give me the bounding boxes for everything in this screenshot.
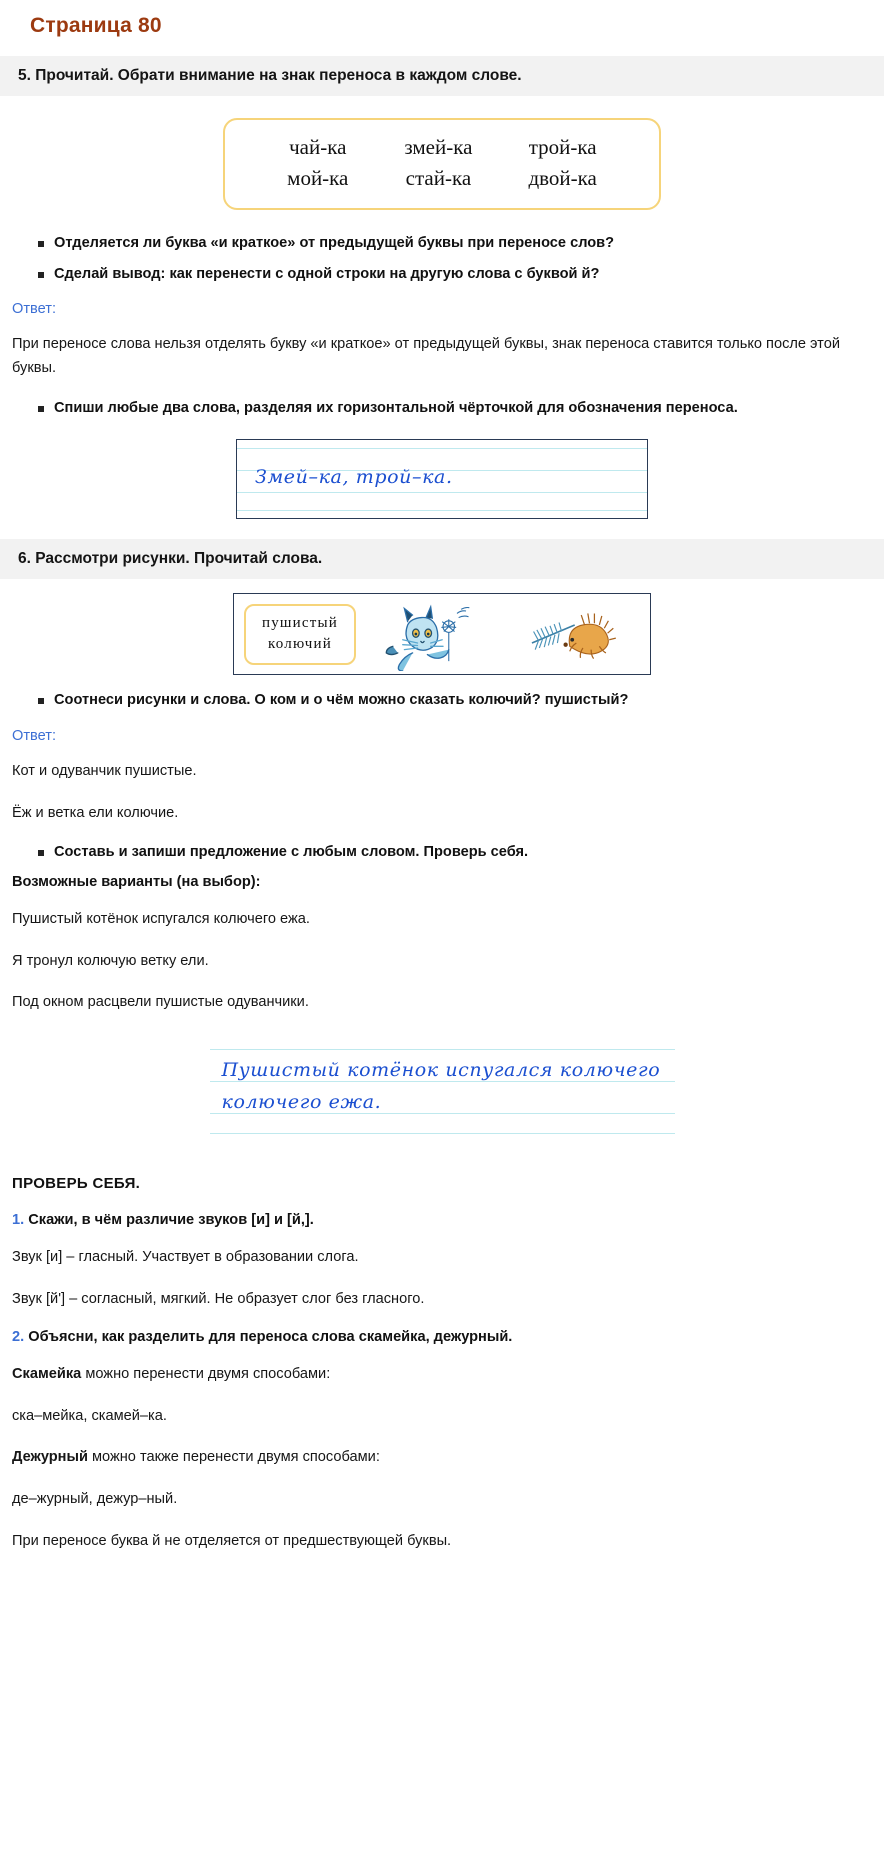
task-5-notebook-wrap — [12, 429, 872, 533]
task-5-answer-label: Ответ: — [12, 301, 56, 318]
check-answer-line — [12, 1405, 872, 1429]
word-cell: трой-ка — [528, 135, 597, 159]
illustration-row — [356, 594, 644, 674]
check-question-1 — [12, 1212, 872, 1228]
task-6-header: 6. Рассмотри рисунки. Прочитай слова. — [0, 539, 884, 579]
variant-sentence: Под окном расцвели пушистые одуванчики. — [12, 994, 309, 1011]
task-6-question-list — [12, 691, 872, 711]
task-6-picture-box — [233, 593, 651, 675]
check-answer-line: Звук [й'] – согласный, мягкий. Не образует слог без гласного. — [12, 1290, 425, 1307]
table-row — [259, 132, 625, 163]
answer-rest: де–журный, дежур–ный. — [12, 1491, 178, 1508]
handwriting-box — [210, 1043, 675, 1135]
check-answer-line — [12, 1363, 872, 1387]
task-6-picture-box-wrap — [12, 579, 872, 687]
list-item: Составь и запиши предложение с любым словом. Проверь себя. — [36, 843, 872, 863]
rule-line — [210, 1081, 675, 1082]
task-6-notebook-wrap — [12, 1033, 872, 1149]
answer-keyword: Дежурный — [12, 1449, 88, 1466]
page-title: Страница 80 — [30, 14, 162, 37]
handwriting-text: колючего ежа. — [221, 1090, 382, 1113]
task-6-answer-line: Кот и одуванчик пушистые. — [12, 763, 197, 780]
variant-sentence: Пушистый котёнок испугался колючего ежа. — [12, 911, 310, 927]
answer-keyword: Скамейка — [12, 1366, 82, 1383]
handwriting-text: Змей–ка, трой–ка. — [255, 466, 453, 489]
rule-line — [210, 1113, 675, 1114]
rule-line — [237, 492, 647, 493]
check-answer-line — [12, 1446, 872, 1470]
task-5-word-box — [223, 118, 661, 210]
syllable-word-table — [259, 132, 625, 194]
word-cell: змей-ка — [404, 135, 473, 159]
check-answer-line — [12, 1488, 872, 1512]
hedgehog-eye — [570, 638, 574, 642]
question-text: Объясни, как разделить для переноса слова скамейка, дежурный. — [24, 1329, 513, 1346]
task-6-word-box — [244, 604, 356, 666]
word-cell: мой-ка — [287, 166, 349, 190]
hedgehog-with-spruce-branch-illustration — [527, 597, 617, 671]
word-cell: стай-ка — [405, 166, 472, 190]
task-5-answer-text: При переносе слова нельзя отделять букву «и краткое» от предыдущей буквы, знак переноса ставится только после этой буквы. — [12, 336, 840, 377]
answer-rest: ска–мейка, скамей–ка. — [12, 1407, 167, 1424]
handwriting-box — [236, 439, 648, 519]
answer-rest: можно также перенести двумя способами: — [87, 1449, 380, 1466]
list-item: Сделай вывод: как перенести с одной строки на другую слова с буквой й? — [36, 265, 872, 285]
task-6-sentence-list — [12, 843, 872, 863]
cat-with-dandelion-illustration — [383, 597, 473, 671]
task-5-question-list — [12, 234, 872, 284]
rule-line — [210, 1133, 675, 1134]
list-item: Спиши любые два слова, разделяя их горизонтальной чёрточкой для обозначения переноса. — [36, 399, 872, 419]
rule-line — [237, 448, 647, 449]
check-yourself-title: ПРОВЕРЬ СЕБЯ. — [12, 1174, 141, 1192]
task-6-answer-line: Ёж и ветка ели колючие. — [12, 804, 179, 821]
hedgehog-nose — [563, 643, 567, 647]
check-answer-line — [12, 1530, 872, 1554]
table-row — [259, 163, 625, 194]
question-number: 2. — [12, 1329, 25, 1346]
rule-line — [237, 510, 647, 511]
question-text: Скажи, в чём различие звуков [и] и [й,]. — [24, 1211, 314, 1228]
task-6-answer-label: Ответ: — [12, 728, 56, 745]
variant-sentence: Я тронул колючую ветку ели. — [12, 952, 209, 969]
word-cell: чай-ка — [289, 135, 347, 159]
task-5-word-box-wrap — [12, 96, 872, 230]
variants-label: Возможные варианты (на выбор): — [12, 874, 261, 890]
question-number: 1. — [12, 1211, 25, 1228]
answer-rest: можно перенести двумя способами: — [81, 1366, 331, 1383]
list-item: Соотнеси рисунки и слова. О ком и о чём можно сказать колючий? пушистый? — [36, 691, 872, 711]
check-answer-line: Звук [и] – гласный. Участвует в образовании слога. — [12, 1248, 359, 1265]
word-line: пушистый — [262, 614, 339, 631]
word-line: колючий — [268, 636, 332, 653]
list-item: Отделяется ли буква «и краткое» от предыдущей буквы при переносе слов? — [36, 234, 872, 254]
word-cell: двой-ка — [528, 166, 597, 190]
rule-line — [210, 1049, 675, 1050]
handwriting-text: Пушистый котёнок испугался колючего — [221, 1058, 661, 1081]
check-question-2 — [12, 1329, 872, 1345]
task-5-header: 5. Прочитай. Обрати внимание на знак переноса в каждом слове. — [0, 56, 884, 96]
answer-rest: При переносе буква й не отделяется от предшествующей буквы. — [12, 1532, 452, 1549]
task-5-write-list — [12, 399, 872, 419]
